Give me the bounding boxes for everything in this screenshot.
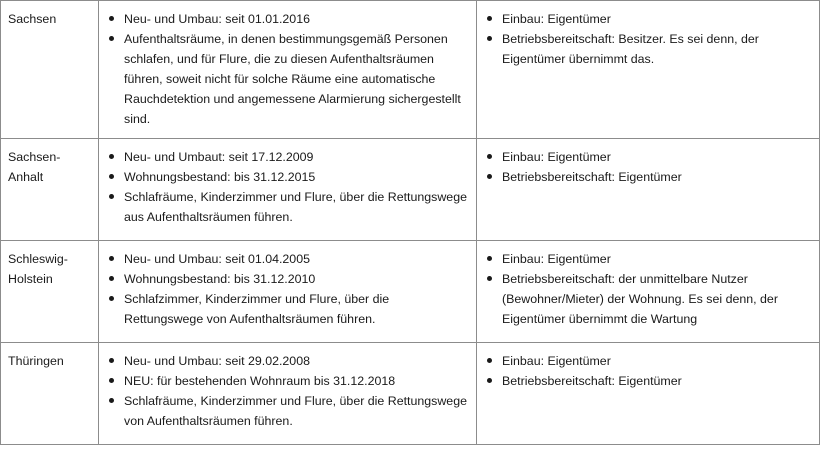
state-name: Thüringen [8, 354, 64, 368]
state-cell [1, 139, 99, 241]
bullet-icon [487, 174, 492, 179]
list-item: Betriebsbereitschaft: Eigentümer [484, 371, 813, 391]
responsibility-list [484, 249, 813, 329]
table-row [1, 241, 820, 343]
requirements-cell [99, 1, 477, 139]
bullet-icon [109, 276, 114, 281]
responsibility-cell [477, 241, 820, 343]
bullet-icon [109, 398, 114, 403]
list-item: Wohnungsbestand: bis 31.12.2015 [106, 167, 470, 187]
table-row [1, 139, 820, 241]
bullet-icon [109, 36, 114, 41]
responsibility-cell [477, 343, 820, 445]
bullet-icon [487, 16, 492, 21]
requirements-list [106, 147, 470, 227]
requirements-cell [99, 343, 477, 445]
list-item: Betriebsbereitschaft: Besitzer. Es sei denn, der Eigentümer übernimmt das. [484, 29, 813, 69]
bullet-icon [109, 194, 114, 199]
bullet-icon [487, 276, 492, 281]
list-item: Neu- und Umbaut: seit 17.12.2009 [106, 147, 470, 167]
state-cell [1, 1, 99, 139]
bullet-icon [487, 36, 492, 41]
bullet-icon [487, 256, 492, 261]
list-item: Schlafzimmer, Kinderzimmer und Flure, über die Rettungswege von Aufenthaltsräumen führen. [106, 289, 470, 329]
list-item: Einbau: Eigentümer [484, 147, 813, 167]
responsibility-list [484, 147, 813, 187]
list-item: Schlafräume, Kinderzimmer und Flure, über die Rettungswege aus Aufenthaltsräumen führen. [106, 187, 470, 227]
list-item: Neu- und Umbau: seit 01.01.2016 [106, 9, 470, 29]
bullet-icon [109, 296, 114, 301]
requirements-cell [99, 241, 477, 343]
list-item: Betriebsbereitschaft: der unmittelbare Nutzer (Bewohner/Mieter) der Wohnung. Es sei denn, der Eigentümer übernimmt die Wartung [484, 269, 813, 329]
state-cell [1, 241, 99, 343]
bullet-icon [109, 256, 114, 261]
bullet-icon [109, 16, 114, 21]
responsibility-list [484, 351, 813, 391]
list-item: Einbau: Eigentümer [484, 9, 813, 29]
list-item: Wohnungsbestand: bis 31.12.2010 [106, 269, 470, 289]
requirements-list [106, 9, 470, 129]
list-item: Einbau: Eigentümer [484, 249, 813, 269]
requirements-list [106, 249, 470, 329]
bullet-icon [109, 378, 114, 383]
table-row [1, 1, 820, 139]
state-name: Schleswig-Holstein [8, 252, 68, 286]
requirements-cell [99, 139, 477, 241]
state-cell [1, 343, 99, 445]
list-item: Betriebsbereitschaft: Eigentümer [484, 167, 813, 187]
responsibility-list [484, 9, 813, 69]
responsibility-cell [477, 1, 820, 139]
list-item: Neu- und Umbau: seit 29.02.2008 [106, 351, 470, 371]
state-name: Sachsen-Anhalt [8, 150, 61, 184]
bullet-icon [487, 358, 492, 363]
responsibility-cell [477, 139, 820, 241]
bullet-icon [487, 154, 492, 159]
list-item: Neu- und Umbau: seit 01.04.2005 [106, 249, 470, 269]
list-item: Schlafräume, Kinderzimmer und Flure, über die Rettungswege von Aufenthaltsräumen führen. [106, 391, 470, 431]
state-name: Sachsen [8, 12, 57, 26]
list-item: NEU: für bestehenden Wohnraum bis 31.12.2018 [106, 371, 470, 391]
list-item: Aufenthaltsräume, in denen bestimmungsgemäß Personen schlafen, und für Flure, die zu diesen Aufenthaltsräumen führen, soweit nicht für solche Räume eine automatische Rauchdetektion und angemessene Alarmierung sichergestellt sind. [106, 29, 470, 129]
table-row [1, 343, 820, 445]
list-item: Einbau: Eigentümer [484, 351, 813, 371]
bullet-icon [109, 358, 114, 363]
bullet-icon [487, 378, 492, 383]
bullet-icon [109, 154, 114, 159]
bullet-icon [109, 174, 114, 179]
requirements-list [106, 351, 470, 431]
